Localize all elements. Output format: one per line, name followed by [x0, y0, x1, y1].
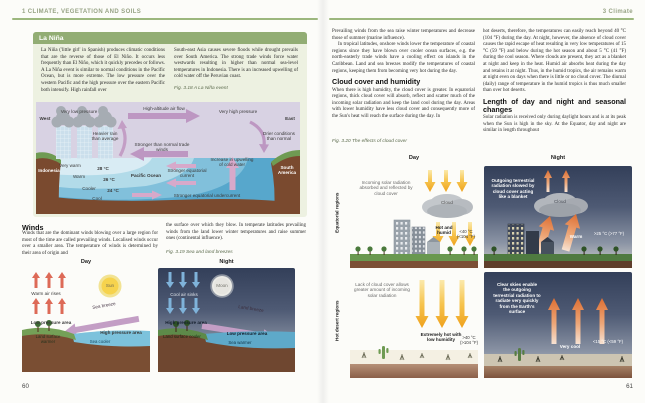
- right-col1-para1: Prevailing winds from the sea raise winter temperatures and decrease those of summer (marine influence).: [332, 29, 475, 41]
- escaping-radiation-arrows-icon: [544, 170, 570, 192]
- fig318-high-altitude-flow: High-altitude air flow: [143, 105, 185, 111]
- grass-strip-icon: [484, 254, 632, 261]
- left-page: [0, 0, 322, 403]
- la-nina-col2-text: South-east Asia causes severe floods while drought prevails over South America. The strong trade winds force water westwards resulting in higher than normal sea-level temperatures in Indonesia. There is an increased upwelling of cold water off the Peruvian coast.: [174, 48, 298, 80]
- fig318-la-nina-diagram: [36, 102, 300, 214]
- desert-surface-icon: [350, 350, 478, 364]
- fig318-drier-conditions: Drier conditions than normal: [263, 131, 295, 142]
- fig318-cool: Cool: [92, 196, 102, 201]
- fig318-caption: Fig. 3.18 A La Niña event: [174, 85, 228, 91]
- fig318-very-warm: Very warm: [59, 163, 81, 168]
- soil-strip-icon: [350, 364, 478, 378]
- fig319-warm-air-rises: Warm air rises: [31, 291, 61, 296]
- soil-strip-icon: [484, 366, 632, 378]
- fig320-eq-night-temp: >25 °C (>77 °F): [593, 231, 625, 236]
- fig319-land-breeze: Land breeze: [238, 304, 265, 313]
- fig318-very-high-pressure: Very high pressure: [218, 109, 258, 114]
- fig318-equatorial-current: Stronger equatorial current: [167, 168, 207, 179]
- right-col1: [332, 29, 475, 121]
- fig319-sea-warmer: Sea warmer: [228, 340, 252, 345]
- fig320-night-header: Night: [550, 155, 566, 161]
- right-page: [323, 0, 645, 403]
- fig320-eq-day-temp: <40 °C (<104 °F): [456, 229, 476, 240]
- fig319-moon-label: Moon: [216, 283, 228, 288]
- soil-strip-icon: [350, 261, 478, 268]
- right-col1-para3: When there is high humidity, the cloud cover is greater. In equatorial regions, thick cloud cover will absorb, reflect and scatter much of the incoming solar radiation and keep the land cool during the day. Areas with lower humidity have less cloud cover and consequently more of the Sun's heat will reach the surface during the day. In: [332, 87, 475, 119]
- winds-col2: the surface over which they blow. In temperate latitudes prevailing winds from the land lower winter temperatures and raise summer ones (continental influence).: [166, 223, 306, 242]
- fig318-temp-26: 26 °C: [103, 177, 115, 182]
- fig318-temp-28: 28 °C: [97, 166, 109, 171]
- fig320-desert-night-temp: <15 °C (<59 °F): [592, 339, 624, 344]
- left-running-head: 1 CLIMATE, VEGETATION AND SOILS: [22, 9, 142, 15]
- fig320-row-equatorial: Equatorial regions: [334, 192, 340, 233]
- la-nina-box-title: La Niña: [33, 32, 307, 44]
- fig320-equatorial-night-panel: [484, 166, 632, 268]
- right-header-rule: [329, 18, 634, 21]
- fig318-east-label: East: [285, 116, 295, 121]
- left-header-rule: [12, 18, 318, 21]
- fig320-desert-day-temp: >40 °C (>104 °F): [459, 335, 479, 346]
- fig320-eq-night-temp-label: Warm: [569, 234, 583, 239]
- grass-strip-icon: [350, 254, 478, 261]
- right-col2-para2: Solar radiation is received only during daylight hours and is at its peak when the Sun is high in the sky. At the Equator, day and night are similar in length throughout: [483, 115, 626, 134]
- right-col2: [483, 29, 626, 135]
- fig318-heavier-rain: Heavier rain than average: [91, 131, 119, 142]
- fig320-eq-night-cloud-label: Cloud: [553, 199, 566, 204]
- fig319-sea-cooler: Sea cooler: [89, 339, 111, 344]
- fig318-west-label: West: [39, 116, 51, 121]
- fig320-desert-night-temp-label: Very cool: [559, 344, 581, 349]
- rain-column-icon: [56, 126, 71, 159]
- fig320-desert-day-label: Lack of cloud cover allows greater amount of incoming solar radiation: [354, 282, 410, 298]
- winds-col1: Winds that are the dominant winds blowing over a large region for most of the time are called prevailing winds. Localised winds occur over a smaller area. The temperature of winds is determined by their area of origin and: [22, 231, 158, 256]
- fig318-cooler: Cooler: [82, 186, 96, 191]
- cloud-icon: [534, 193, 588, 217]
- fig318-very-low-pressure: Very low pressure: [60, 109, 98, 114]
- right-running-head: 3 Climate: [602, 9, 633, 15]
- solar-radiation-arrows-icon: [416, 280, 469, 328]
- fig318-upwelling: Increase in upwelling of cold water: [210, 157, 254, 168]
- soil-strip-icon: [484, 261, 632, 268]
- fig319-sea-breeze: Sea breeze: [91, 301, 116, 311]
- fig319-day-low-pressure: Low pressure area: [30, 320, 72, 325]
- fig319-cool-air-sinks: Cool air sinks: [170, 292, 198, 297]
- la-nina-col1: La Niña ('little girl' in Spanish) produces climatic conditions that are the reverse of those of El Niño. It occurs less frequently than El Niño, which it quickly precedes or follows. A La Niña event is similar to normal conditions in the Pacific Ocean, but is more extreme. The low pressure over the western Pacific and the high pressure over the eastern Pacific both intensify. High rainfall over: [41, 48, 165, 93]
- fig319-sun-label: Sun: [105, 283, 115, 288]
- escaping-radiation-arrows-icon: [548, 298, 608, 344]
- fig319-night-high-pressure: High pressure area: [165, 320, 207, 325]
- right-col2-para1: hot deserts, therefore, the temperatures can easily reach beyond 40 °C (104 °F) during the day. At night, however, the absence of cloud cover causes the rapid escape of heat resulting in very low temperatures of 15 °C (59 °F) and below during the hot season and about 5 °C (41 °F) during the cool season. Where clouds are present, they act as a blanket at night and keep in the heat. Humid air absorbs heat during the day and retains it at night. Thus, in the humid tropics, the air remains warm at night even on days when there is little or no cloud cover. The diurnal (daily) range of temperature in the humid tropics is thus much smaller than over hot deserts.: [483, 29, 627, 94]
- fig320-desert-day-panel: [350, 272, 478, 378]
- right-page-number: 61: [626, 383, 633, 390]
- left-page-number: 60: [22, 383, 29, 390]
- fig319-day-high-pressure: High pressure area: [100, 330, 142, 335]
- fig318-warm: Warm: [72, 174, 86, 179]
- fig319-land-warmer: Land surface warmer: [35, 334, 61, 345]
- solar-radiation-arrows-icon: [425, 170, 468, 192]
- fig318-indonesia: Indonesia: [38, 168, 60, 173]
- fig320-row-desert: Hot desert regions: [334, 300, 340, 341]
- fig320-eq-night-label: Outgoing terrestrial radiation slowed by cloud cover acting like a blanket: [491, 178, 535, 200]
- fig320-eq-day-temp-label: Hot and humid: [435, 225, 453, 236]
- fig318-temp-24: 24 °C: [107, 188, 119, 193]
- fig320-desert-night-label: Clear skies enable the outgoing terrestrial radiation to radiate very quickly from the Earth's surface: [493, 282, 541, 315]
- length-of-day-heading: Length of day and night and seasonal changes: [483, 96, 626, 114]
- fig320-caption: Fig. 3.20 The effects of cloud cover: [332, 139, 407, 144]
- fig318-undercurrent: Stronger equatorial undercurrent: [173, 193, 241, 198]
- fig320-equatorial-day-panel: [350, 166, 478, 268]
- fig319-night-panel: [158, 268, 295, 372]
- desert-surface-icon: [484, 354, 632, 366]
- cloud-cover-heading: Cloud cover and humidity: [332, 77, 421, 87]
- fig319-night-low-pressure: Low pressure area: [226, 331, 268, 336]
- fig320-eq-day-cloud-label: Cloud: [440, 200, 453, 205]
- fig319-land-cooler: Land surface cooler: [163, 334, 201, 339]
- fig318-pacific-ocean: Pacific Ocean: [130, 173, 162, 178]
- la-nina-col2: [174, 48, 298, 94]
- cloud-icon: [422, 194, 473, 218]
- right-col1-para2: In tropical latitudes, onshore winds lower the temperature of coastal regions since they have blown over cooler ocean surfaces, e.g. the north-easterly trade winds have a cooling effect on islands in the Caribbean. Land and sea breezes modify the temperatures of coastal regions, keeping them from becoming very hot during the day.: [332, 42, 475, 74]
- la-nina-box-body: [33, 44, 307, 98]
- fig320-eq-day-label: Incoming solar radiation absorbed and reflected by cloud cover: [359, 180, 413, 196]
- fig319-day-panel: [22, 268, 150, 372]
- fig320-desert-day-temp-label: Extremely hot with low humidity: [420, 332, 462, 343]
- fig318-south-america: South America: [277, 165, 297, 176]
- fig319-day-title: Day: [80, 259, 92, 265]
- fig319-night-title: Night: [219, 259, 234, 265]
- fig320-desert-night-panel: [484, 272, 632, 378]
- fig318-trade-winds: Stronger than normal trade winds: [134, 142, 190, 153]
- winds-heading: Winds: [22, 223, 44, 232]
- fig320-day-header: Day: [408, 155, 420, 161]
- fig319-caption: Fig. 3.19 Sea and land breezes: [166, 250, 233, 255]
